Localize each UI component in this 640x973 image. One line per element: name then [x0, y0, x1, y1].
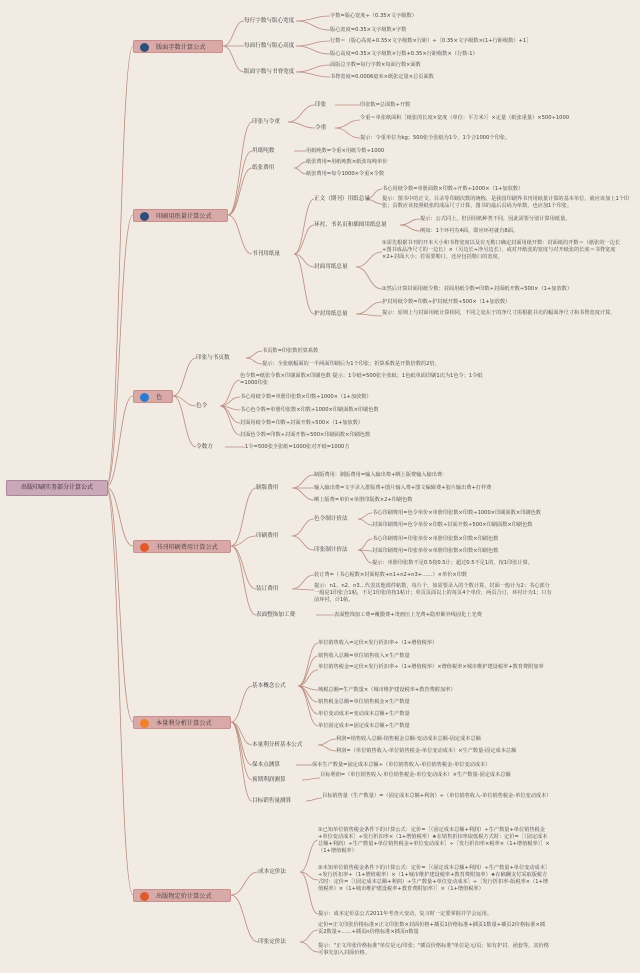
leaf-note: 提示：公式同上，但因用纸种类不同，因此需要分别计算用纸量。	[420, 216, 571, 222]
leaf-formula: 用纸吨数=令重×用纸令数÷1000	[306, 148, 385, 154]
connector-line	[356, 252, 382, 267]
branch-target-sales[interactable]: 目标销售量测算	[252, 798, 292, 804]
branch-expected-profit[interactable]: 预期利润测算	[252, 777, 286, 783]
connector-line	[223, 21, 244, 46]
category-cost-volume-profit[interactable]	[133, 716, 231, 729]
connector-line	[356, 267, 382, 289]
topic-dot-icon	[140, 543, 149, 552]
branch-sheet-pricing[interactable]: 印张制计价法	[314, 547, 348, 553]
leaf-formula: 制版费用：制版费用=输入输出费+晒上版费输入输出费：	[314, 472, 448, 478]
leaf-formula: 保本生产数量=固定成本总额÷（单位销售收入-单位销售税金-单位变动成本）	[312, 762, 491, 768]
branch-chars-per-line[interactable]: 每行字数与版心宽度	[244, 18, 295, 24]
leaf-formula: 书心用纸令数=单册面数×印数÷开数÷1000×（1+加放数）	[382, 186, 524, 192]
leaf-formula: 面版总字数=每行字数×每面行数×面数	[330, 62, 421, 68]
leaf-note: 提示：成本定价法公式2011年考查大变动，复习时一定要掌握并学会运用。	[318, 911, 493, 917]
branch-printing[interactable]: 印刷费用	[256, 533, 279, 539]
leaf-formula: 纸张费用=用纸吨数×纸张每吨单价	[306, 159, 388, 165]
branch-finishing[interactable]: 表面整饰加工费	[256, 612, 296, 618]
leaf-note: 提示：单册印张数不足0.5按0.5计；超过0.5不足1的，按1印张计算。	[372, 560, 534, 566]
leaf-formula: 1令=500张全张纸=1000张对开纸=1000方	[245, 444, 350, 450]
leaf-formula: 利润=（单位销售收入-单位销售税金-单位变动成本）×生产数量-固定成本总额	[336, 748, 517, 754]
category-label: 书刊印刷费用计算公式	[156, 544, 218, 551]
connector-line	[231, 722, 252, 780]
connector-line	[298, 656, 318, 686]
connector-line	[296, 41, 330, 46]
leaf-note: 提示：令重单位为kg；500张全张纸为1令，1令合1000个印张。	[360, 135, 511, 141]
connector-line	[292, 488, 314, 500]
connector-line	[298, 670, 318, 686]
connector-line	[106, 46, 133, 487]
leaf-formula: 字数=版心宽度÷（0.35×文字级数）	[330, 13, 417, 19]
connector-line	[300, 930, 318, 942]
connector-line	[231, 686, 252, 722]
category-printing-cost[interactable]	[133, 540, 231, 553]
leaf-note: 提示：全张纸幅面的一半两面印刷后为1个印张；折算系数是开数倍数的2倍。	[262, 361, 440, 367]
leaf-formula: 书心色令数=单册印张数×印数÷1000×印刷面数×印刷色数	[240, 407, 379, 413]
leaf-formula: 纸张费用=每令1000×令重×令数	[306, 171, 385, 177]
leaf-formula: 版心宽度=0.35×文字级数×字数	[330, 27, 407, 33]
branch-endpaper[interactable]: 环衬、书名页和插图用纸总量	[314, 222, 387, 228]
connector-line	[231, 895, 258, 942]
leaf-formula: 书心用纸令数=单册印张数×印数÷1000×（1+加放数）	[240, 394, 372, 400]
leaf-formula: 输入输出费=文字录入排版费+图片输入费+图文编辑费+胶片输出费+打样费	[314, 485, 492, 491]
branch-color-ream-pricing[interactable]: 色令制计价法	[314, 516, 348, 522]
connector-line	[296, 21, 330, 30]
leaf-note: 提示：n1、n2、n3…代表其他部件帖数，每片个，如需要录入的个数计算，封面一般计为2；书心部分一般是1印张合1帖，不足1印张的按1帖计；单页页面以上的每页4个单价，两页合订，环衬计为1；只有前环衬，计1帖。	[314, 583, 552, 604]
connector-line	[223, 46, 244, 72]
leaf-formula: 护封用纸令数=印数÷护封纸开数÷500×（1+加放数）	[382, 299, 511, 305]
connector-line	[400, 225, 420, 231]
category-layout-word-count[interactable]	[133, 40, 223, 53]
branch-cost-pricing[interactable]: 成本定价法	[258, 869, 286, 875]
connector-line	[228, 215, 252, 254]
branch-cover-paper[interactable]: 封面用纸总量	[314, 264, 348, 270]
connector-line	[294, 168, 306, 174]
leaf-note: 提示：图书中的正文、目录等印刷次数的统称，是我国印刷界书刊用纸量计算的基本单位，就应该加上1个印张；页数应该按照纸张的成品尺寸计算，图书的最后页码为单数，也应加1个印张。	[382, 196, 630, 210]
branch-sheets[interactable]: 印张	[315, 102, 327, 108]
branch-ream-units[interactable]: 令数方	[196, 444, 213, 450]
connector-line	[228, 168, 252, 215]
topic-dot-icon	[140, 719, 149, 728]
leaf-formula: 目标利润=（单位销售收入-单位销售税金-单位变动成本）×生产数量-固定成本总额	[320, 772, 511, 778]
connector-line	[306, 798, 322, 801]
branch-sheets-and-ream[interactable]: 印张与令重	[252, 119, 280, 125]
leaf-formula: 单位变动成本=变动成本总额÷生产数量	[318, 711, 410, 717]
leaf-formula: 城税总额=生产数量×（城市维护建设税率+教育费附加率）	[318, 687, 456, 693]
connector-line	[356, 314, 382, 316]
branch-sheet-pricing-method[interactable]: 印张定价法	[258, 939, 286, 945]
leaf-formula: 封面色令数=印数÷封面开数÷500×印刷面数×印刷色数	[240, 432, 371, 438]
connector-line	[228, 122, 252, 215]
topic-dot-icon	[140, 43, 149, 52]
connector-line	[294, 254, 314, 314]
connector-line	[173, 396, 196, 447]
connector-line	[318, 745, 336, 751]
category-label: 色	[156, 394, 163, 401]
connector-line	[246, 358, 262, 364]
category-label: 印刷用纸量计算公式	[156, 213, 212, 220]
leaf-formula: 封面印刷费用=色令单价×印数÷封面开数÷500×印刷面数×印刷色数	[372, 522, 533, 528]
connector-line	[231, 546, 256, 615]
category-color[interactable]	[133, 390, 173, 403]
leaf-formula: 书页数=印张数折算系数	[262, 348, 319, 354]
connector-line	[358, 539, 372, 550]
branch-platemaking[interactable]: 制版费用	[256, 485, 279, 491]
leaf-formula: ②然后计算封面用纸令数：封面用纸令数=印数÷封面纸开数÷500×（1+加放数）	[382, 286, 573, 292]
leaf-formula: 单位销售收入=定价×发行折扣率÷（1+增值税率）	[318, 640, 438, 646]
connector-line	[231, 872, 258, 895]
leaf-formula: 行数＝（版心高度+0.35×文字级数×行距）÷［0.35×文字级数×(1+行距级数）+1］	[330, 38, 532, 44]
branch-paper-tons[interactable]: 用纸吨数	[252, 148, 275, 154]
leaf-note: 提示：原则上与封面用纸计算相同，不同之处在于的净尺寸需根据书壳的幅面净尺寸和书脊宽度计算。	[382, 310, 616, 316]
connector-line	[296, 16, 330, 21]
leaf-formula: 印张数=总面数÷开数	[360, 102, 411, 108]
connector-line	[358, 513, 372, 519]
connector-line	[292, 589, 314, 590]
connector-line	[173, 358, 196, 396]
connector-line	[296, 65, 330, 72]
connector-line	[318, 739, 336, 745]
leaf-formula: 书心印刷费用=印张单价×单册印张数×印数×印刷色数	[372, 536, 499, 542]
connector-line	[335, 128, 360, 138]
leaf-formula: 表面整饰加工费=覆膜费+烫画压上光费+隐形紫外线固化上光费	[334, 612, 482, 618]
leaf-formula: 书脊宽度=0.0006毫米×纸张定量×总页面数	[330, 74, 434, 80]
connector-line	[356, 302, 382, 314]
leaf-formula: 销售税金总额=单位销售税金×生产数量	[318, 699, 410, 705]
category-label: 版面字数计算公式	[156, 44, 206, 51]
connector-line	[296, 46, 330, 54]
connector-line	[246, 351, 262, 358]
connector-line	[296, 72, 330, 77]
branch-ream-weight[interactable]: 令重	[315, 125, 327, 131]
topic-dot-icon	[140, 393, 149, 402]
connector-line	[231, 488, 256, 546]
leaf-note: 提示："正文印张价格标准"单位是元/印张；"插页价格标准"单位是元/页；如有护封、函套等，其价格可事先加入封面价格。	[318, 943, 549, 957]
branch-jacket-paper[interactable]: 护封用纸总量	[314, 311, 348, 317]
branch-sheets-pages[interactable]: 印张与书页数	[196, 355, 230, 361]
leaf-formula: 单位销售税金=定价×发行折扣率÷（1+增值税率）×增值税率×城市维护建设税率+教育费附加率	[318, 664, 544, 670]
topic-dot-icon	[140, 212, 149, 221]
leaf-formula: ①已知单位销售税金条件下的计算公式：定价=［（固定成本总额+利润）÷生产数量+单位销售税金+单位变动成本］÷发行折扣率×（1+增值税率）★在销售折扣率取低税方式时：定价=［（固定成本总额+利润）÷生产数量+单位销售税金+单位变动成本］÷［发行折扣率×税率×（1+增值税率）］×（1+增值税率）	[318, 827, 550, 855]
connector-line	[300, 942, 318, 952]
leaf-formula: 晒上版费=单价×单册印版数×2+印刷色数	[314, 497, 413, 503]
category-label: 本量利分析计算公式	[156, 720, 212, 727]
leaf-formula: 目标销售量（生产数量）=（固定成本总额+利润）÷（单位销售收入-单位销售税金-单位变动成本）	[322, 793, 552, 799]
leaf-formula: 销售收入总额=单位销售收入×生产数量	[318, 653, 410, 659]
connector-line	[294, 225, 314, 254]
branch-binding[interactable]: 装订费用	[256, 586, 279, 592]
connector-line	[220, 406, 240, 435]
connector-line	[298, 686, 318, 726]
connector-line	[288, 122, 315, 128]
connector-line	[220, 380, 240, 406]
leaf-formula: 版心高度=0.35×文字级数×行数+0.35×行距级数×（行数-1）	[330, 51, 478, 57]
connector-line	[358, 550, 372, 563]
connector-line	[358, 519, 372, 525]
connector-line	[294, 162, 306, 168]
connector-line	[298, 643, 318, 686]
category-label: 出版物定价计算公式	[156, 893, 212, 900]
connector-line	[292, 519, 314, 536]
leaf-formula: 令重＝单张纸面积［纸张的长度×宽度（单位：平方米）］×定量（纸张重量）×500÷1000	[360, 115, 570, 121]
leaf-formula: 利润=销售收入总额-销售税金总额-变动成本总额-固定成本总额	[336, 736, 481, 742]
leaf-formula: 书心印刷费用=色令单价×单册印张数×印数÷1000×印刷面数×印刷色数	[372, 510, 541, 516]
connector-line	[106, 487, 133, 895]
branch-lines-per-page[interactable]: 每面行数与版心高度	[244, 43, 295, 49]
leaf-formula: ②未知单位销售税金条件下的计算公式：定价=［（固定成本总额+利润）÷生产数量+单位变动成本］÷发行折扣率÷（1+增值税率）×（1+城市维护建设税率+教育费附加率）★在稿酬支付采取版税方式时：定价=［（固定成本总额+利润）÷生产数量+单位变动成本］÷［发行折扣率-版税率×（1+增值税率）×（1+城市维护建设税率+教育费附加率）］×（1+增值税率）	[318, 865, 549, 893]
branch-book-paper[interactable]: 书刊用纸量	[252, 251, 280, 257]
category-pricing[interactable]	[133, 889, 231, 902]
connector-line	[302, 778, 320, 780]
leaf-formula: 单位固定成本=固定成本总额÷生产数量	[318, 723, 410, 729]
topic-dot-icon	[140, 892, 149, 901]
leaf-formula: 封面印刷费用=印张单价×单册印张数×印数×印刷色数	[372, 548, 499, 554]
connector-line	[300, 872, 318, 914]
root-node[interactable]: 出版印刷实务部分计算公式	[6, 480, 108, 496]
branch-basic-concepts[interactable]: 基本概念公式	[252, 683, 286, 689]
connector-line	[288, 105, 315, 122]
connector-line	[300, 840, 318, 872]
connector-line	[335, 120, 360, 128]
leaf-formula: 定价=正文印张价格标准×正文印张数×封面价格+插页1价格标准+插页1数量+插页2价格标准×插页2数量+……+插页n价格标准×插页n数量	[318, 922, 546, 936]
branch-color-ream[interactable]: 色令	[196, 403, 208, 409]
branch-cvp-basic[interactable]: 本量利分析基本公式	[252, 742, 303, 748]
category-paper-usage[interactable]	[133, 209, 228, 222]
connector-line	[292, 536, 314, 550]
branch-break-even[interactable]: 保本点测算	[252, 762, 280, 768]
leaf-note: ①需先根据书刊的开本大小和书脊宽度以及有无勒口确定封面用纸开数：封面纸的开数＝（纸张的一边长÷图书成品净尺寸的一边长）×（另边长÷净另边长），或对开纸张的宽度与对开纸张的长度＝书脊宽度×2+封面大小；若需要勒口，还应包括勒口的宽度。	[382, 240, 621, 261]
leaf-formula: 封面用纸令数=印数÷封面开数÷500×（1+加放数）	[240, 420, 364, 426]
branch-text-paper[interactable]: 正文（期刊）用纸总量	[314, 196, 370, 202]
connector-line	[292, 575, 314, 589]
connector-line	[400, 219, 420, 225]
leaf-formula: 装订费=（书心帖数×封面帖数+n1+n2+n3+……）×单价×印数	[314, 572, 468, 578]
leaf-formula: 色令数=纸张令数×印刷面数×印刷色数 提示：1令纸=500张全张纸；1色纸单面印刷1次为1色令；1令纸=1000印张	[240, 373, 483, 387]
branch-paper-cost[interactable]: 纸张费用	[252, 165, 275, 171]
connector-line	[292, 475, 314, 488]
branch-spine-width[interactable]: 版面字数与书脊宽度	[244, 69, 295, 75]
connector-line	[228, 151, 252, 215]
leaf-note: 例如：1个环衬有4面，即应环衬就有8面。	[420, 228, 519, 234]
